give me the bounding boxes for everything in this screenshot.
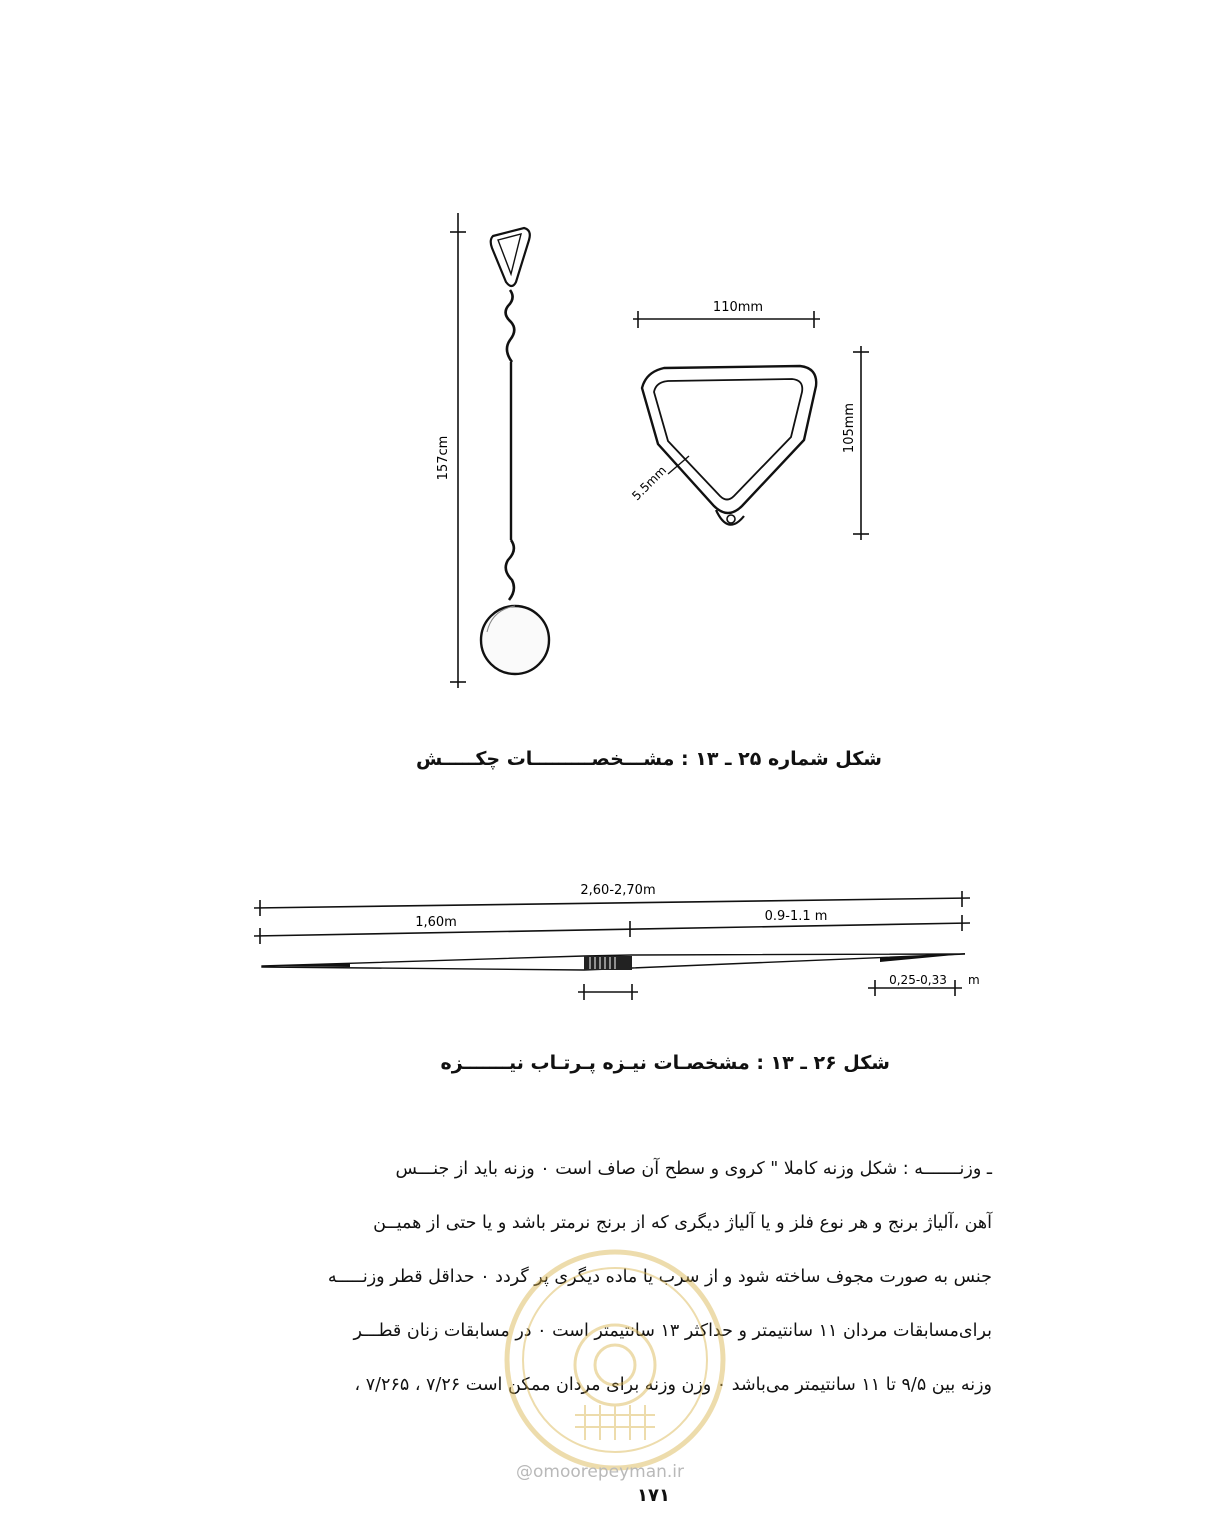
- javelin-grip-dimension: [578, 984, 638, 1000]
- javelin-shaft: [262, 954, 965, 970]
- wire-thickness-label: 5.5mm: [629, 463, 670, 504]
- javelin-caption: شکل ۲۶ ـ ۱۳ : مشخصـات نیـزه پـرتـاب نیـــــــزه: [440, 1052, 890, 1074]
- javelin-tip-point-unit: m: [968, 973, 980, 987]
- hammer-wire: [506, 290, 515, 600]
- watermark-site: @omoorepeyman.ir: [516, 1462, 685, 1482]
- javelin-grip: [584, 956, 632, 970]
- javelin-total-label: 2,60-2,70m: [580, 883, 656, 898]
- hammer-length-dimension: [450, 213, 466, 688]
- hammer-caption: شکل شماره ۲۵ ـ ۱۳ : مشـــخصـــــــــات چکـــــش: [416, 748, 882, 770]
- handle-height-label: 105mm: [842, 402, 857, 454]
- hammer-figure: [0, 0, 1228, 720]
- handle-width-label: 110mm: [712, 300, 764, 315]
- body-line: آهن ،آلیاژ برنج و هر نوع فلز و یا آلیاژ دیگری که از برنج نرمتر باشد و یا حتی از همیــن: [373, 1213, 992, 1233]
- javelin-tail-label: 1,60m: [415, 915, 457, 930]
- page-number: ۱۷۱: [637, 1485, 670, 1506]
- javelin-figure: [0, 870, 1228, 1010]
- body-line: برای‌مسابقات مردان ۱۱ سانتیمتر و حداکثر ۱۳ سانتیمتر است ۰ در مسابقات زنان قطـــر: [353, 1321, 992, 1341]
- body-line: وزنه بین ۹/۵ تا ۱۱ سانتیمتر می‌باشد ۰ وزن وزنه برای مردان ممکن است ۷/۲۶ ، ۷/۲۶۵ ،: [354, 1375, 992, 1395]
- javelin-tip-label: 0.9-1.1 m: [764, 909, 828, 924]
- body-line: جنس به صورت مجوف ساخته شود و از سرب یا ماده دیگری پر گردد ۰ حداقل قطر وزنـــــه: [327, 1267, 992, 1287]
- watermark-seal: [500, 1245, 730, 1475]
- javelin-sections-dimension: [254, 915, 970, 944]
- body-line: ـ وزنـــــــه : شکل وزنه کاملا " کروی و سطح آن صاف است ۰ وزنه باید از جنـــس: [395, 1159, 992, 1179]
- hammer-length-label: 157cm: [436, 435, 451, 481]
- handle-detail: [642, 366, 816, 525]
- javelin-tip-point-label: 0,25-0,33: [889, 973, 947, 987]
- hammer-ball: [481, 606, 549, 674]
